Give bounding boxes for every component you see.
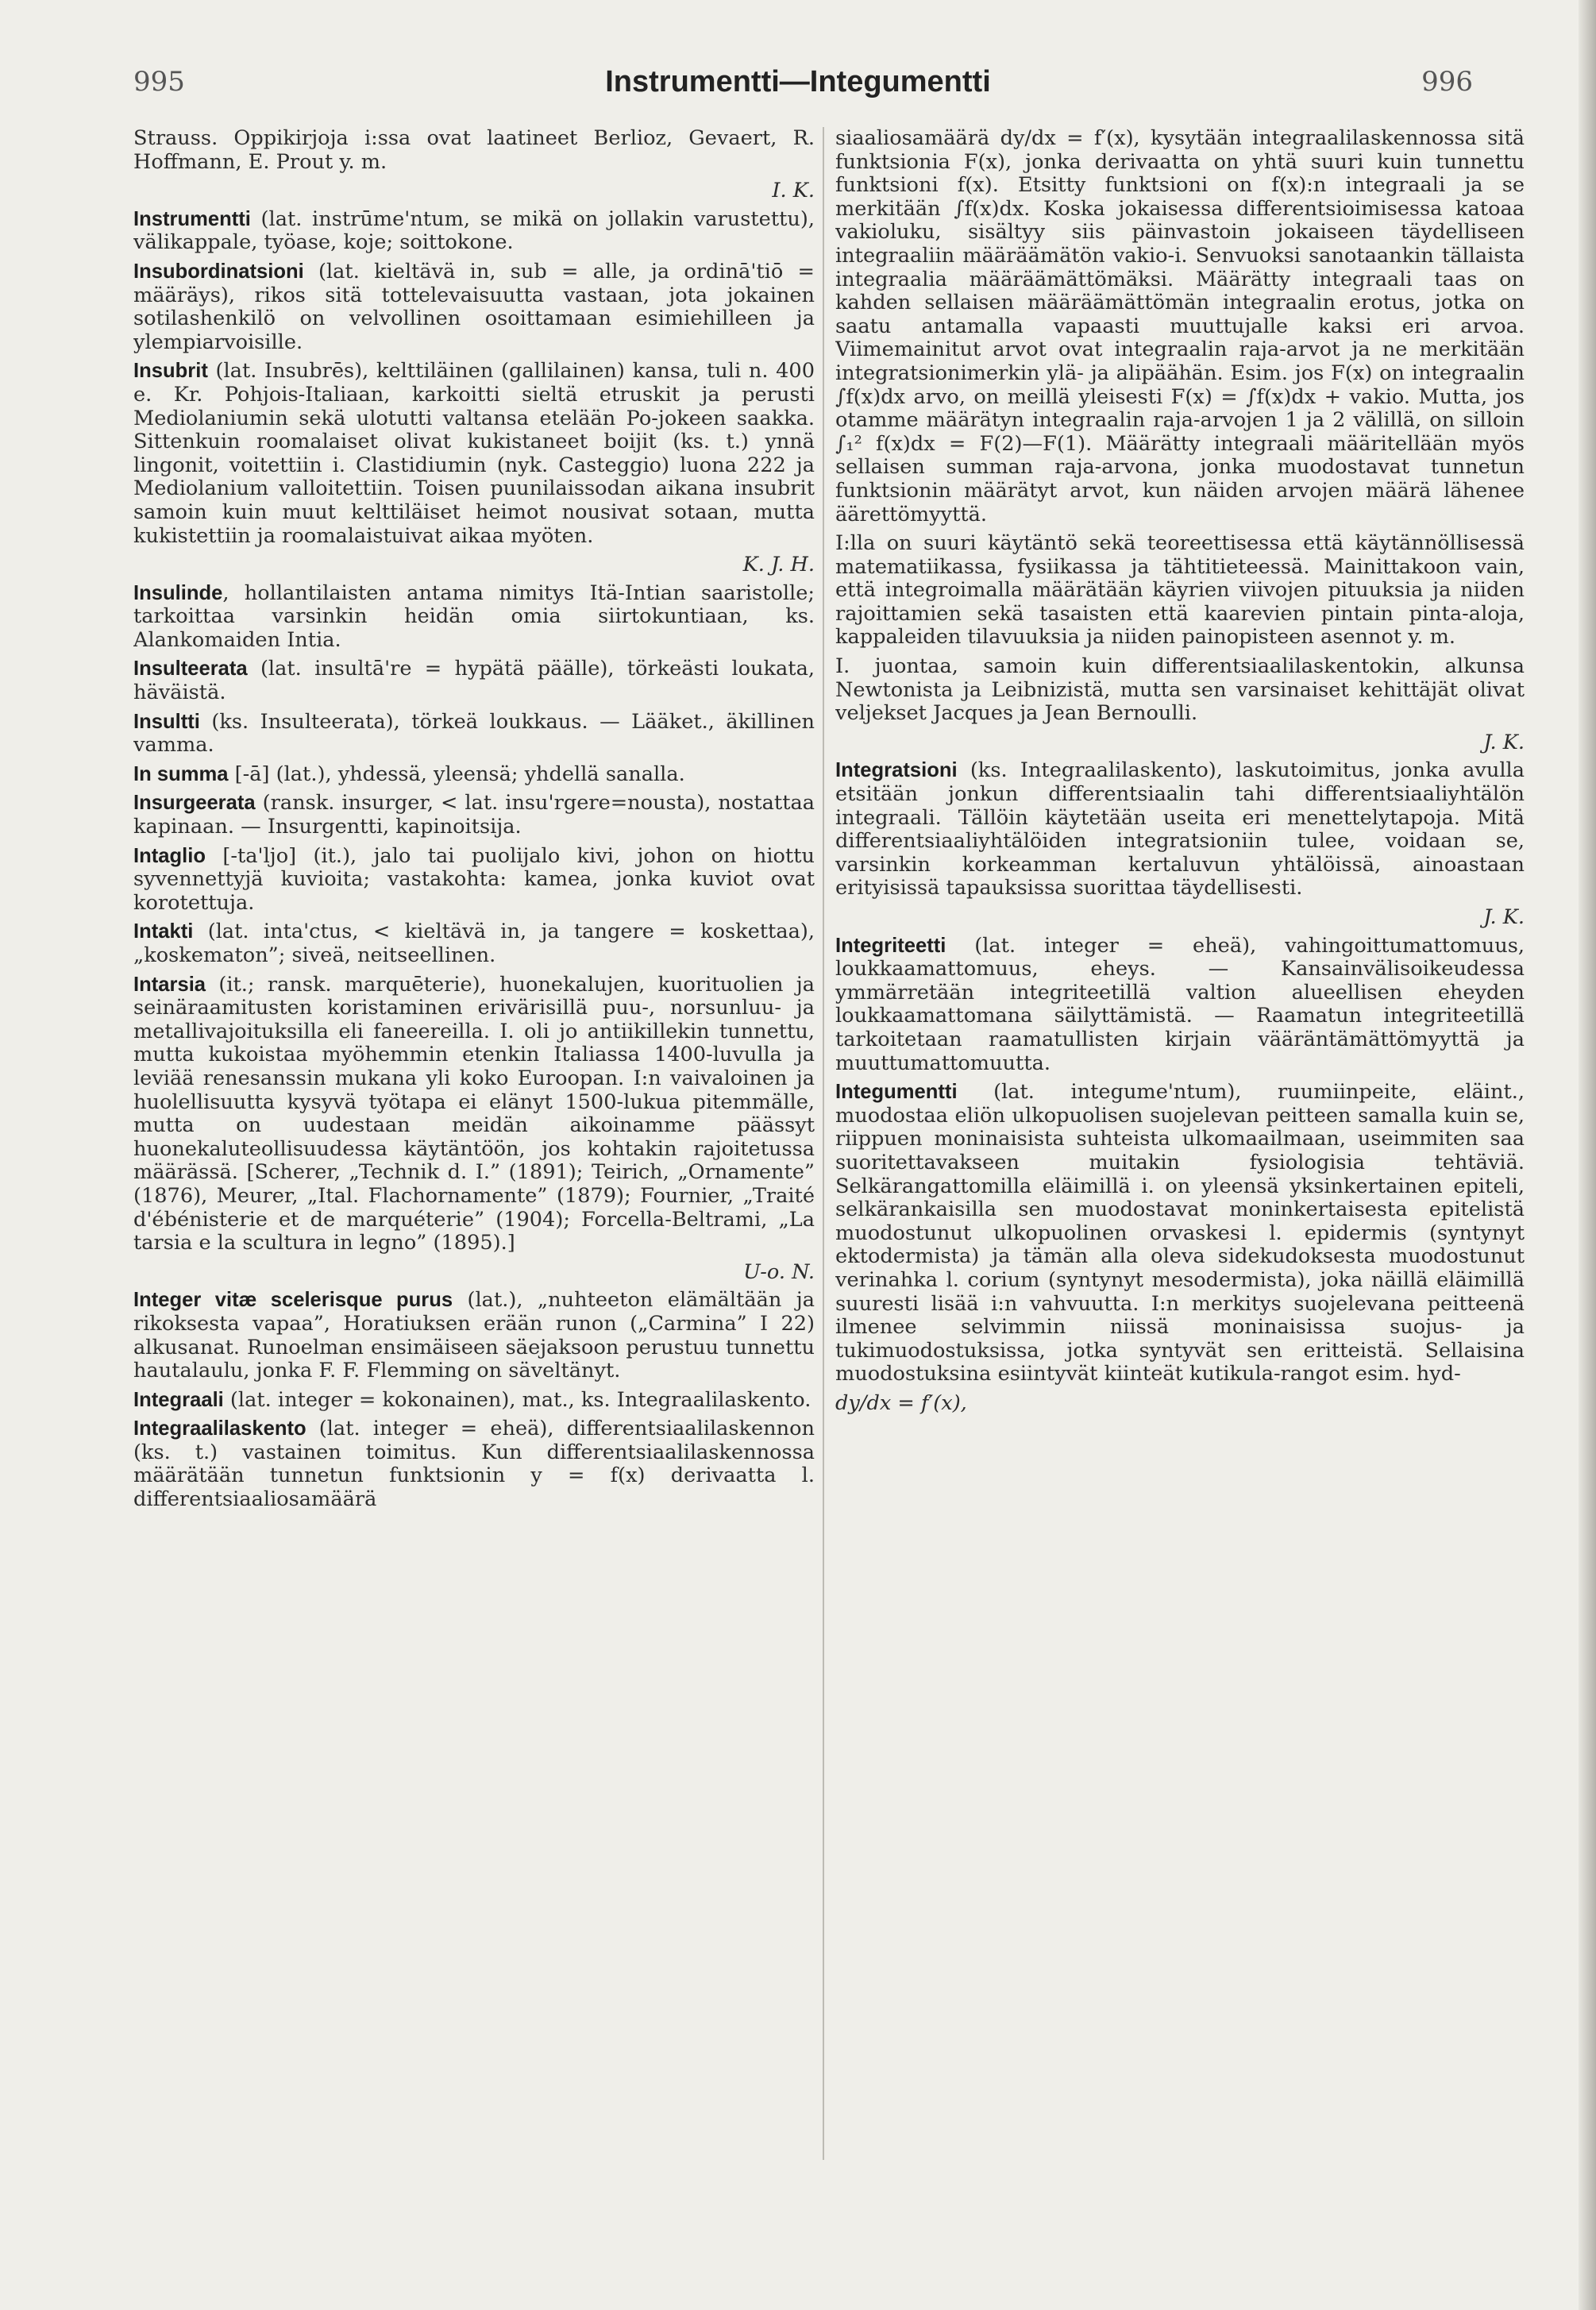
entry-headword: Insultti [133, 710, 200, 733]
entry-headword: Integumentti [835, 1081, 958, 1104]
entry-headword: Instrumentti [133, 207, 251, 230]
entry-headword: Insubrit [133, 360, 208, 383]
entry-paragraph: Instrumentti (lat. instrūme'ntum, se mikä on jollakin varustettu), välikappale, työase, koje; soittokone. [133, 206, 815, 255]
entry-headword: Integriteetti [835, 934, 946, 957]
entry-paragraph: In summa [-ā] (lat.), yhdessä, yleensä; yhdellä sanalla. [133, 762, 685, 786]
entry-headword: Integraali [133, 1388, 224, 1411]
column-divider [823, 127, 824, 2160]
page-header [0, 62, 1596, 102]
integral-paragraph: I:lla on suuri käytäntö sekä teoreettisessa että käytännöllisessä matematiikassa, fysiikassa ja tähtitieteessä. Mainittakoon vain, että integroimalla määrätään käyrien viivojen pituuksia ja niiden rajoittamien sekä tasaisten että kaarevien pintain pinta-aloja, kappaleiden tilavuuksia ja niiden painopisteen asennot y. m. [835, 531, 1525, 650]
entry-paragraph: Insurgeerata (ransk. insurger, < lat. insu'rgere=nousta), nostattaa kapinaan. — Insurgentti, kapinoitsija. [133, 791, 815, 839]
integral-paragraph: I. juontaa, samoin kuin differentsiaalilaskentokin, alkunsa Newtonista ja Leibnizistä, mutta sen varsinaiset kehittäjät olivat veljekset Jacques ja Jean Bernoulli. [835, 654, 1525, 726]
entry-headword: Intakti [133, 920, 194, 943]
entry-paragraph: Integer vitæ scelerisque purus (lat.), „nuhteeton elämältään ja rikoksesta vapaa”, Horatiuksen erään runon („Carmina” I 22) alkusanat. Runoelman ensimäiseen säejaksoon perustuu tunnettu hautalaulu, jonka F. F. Flemming on säveltänyt. [133, 1288, 815, 1383]
entry-paragraph: Integraali (lat. integer = kokonainen), mat., ks. Integraalilaskento. [133, 1387, 811, 1412]
entry-paragraph: Integraalilaskento (lat. integer = eheä), differentsiaalilaskennon (ks. t.) vastainen toimitus. Kun differentsiaalilaskennossa määrätään tunnetun funktsionin y = f(x) derivaatta l. differentsiaaliosamäärä [133, 1417, 815, 1512]
right-column [835, 127, 1525, 2271]
entry-headword: Integraalilaskento [133, 1417, 306, 1440]
left-column [133, 127, 815, 2271]
entry-paragraph: Insulinde, hollantilaisten antama nimitys Itä-Intian saaristolle; tarkoittaa varsinkin heidän omia siirtokuntiaan, ks. Alankomaiden Intia. [133, 580, 815, 652]
entry-headword: Intarsia [133, 973, 206, 996]
entry-paragraph: Insulteerata (lat. insultā're = hypätä päälle), törkeästi loukata, häväistä. [133, 657, 815, 705]
integral-paragraph: siaaliosamäärä dy/dx = f′(x), kysytään integraalilaskennossa sitä funktsionia F(x), jonka derivaatta on yhtä suuri kuin tunnettu funktsioni f(x). Etsitty funktsioni on f(x):n integraali ja se merkitään ∫f(x)dx. Koska jokaisessa differentsioimisessa katoaa vakioluku, sisältyy siis päinvastoin jokaiseen täydelliseen integraaliin määräämätön vakio-i. Senvuoksi sanotaankin tällaista integraalia määräämättömäksi. Määrätty integraali taas on kahden sellaisen määräämättömän integraalin erotus, jotka on saatu antamalla vapaasti muuttujalle kaksi eri arvoa. Viimemainitut arvot ovat integraalin raja-arvot ja ne merkitään integratsionimerkin ylä- ja alipäähän. Esim. jos F(x) on integraalin ∫f(x)dx arvo, on meillä yleisesti F(x) = ∫f(x)dx + vakio. Mutta, jos otamme määrätyn integraalin raja-arvojen 1 ja 2 välillä, on silloin ∫₁² f(x)dx = F(2)—F(1). Määrätty integraali määritellään myös sellaisen summan raja-arvona, jonka muodostavat tunnetun funktsionin määrätyt arvot, kun näiden arvojen määrä lähenee äärettömyyttä. [835, 127, 1525, 526]
entry-paragraph: Integratsioni (ks. Integraalilaskento), laskutoimitus, jonka avulla etsitään jonkun differentsiaalin tahi differentsiaaliyhtälön integraali. Tällöin käytetään useita eri menettelytapoja. Mitä differentsiaaliyhtälöiden integratsioniin tulee, voidaan se, varsinkin korkeamman kertaluvun yhtälöissä, ainoastaan erityisissä tapauksissa suorittaa täydellisesti. [835, 758, 1525, 900]
entry-paragraph: Integumentti (lat. integume'ntum), ruumiinpeite, eläint., muodostaa eliön ulkopuolisen suojelevan peitteen samalla kuin se, riippuen moninaisista suhteista ulkomaailmaan, useimmiten saa suoritettavakseen muitakin fysiologisia tehtäviä. Selkärangattomilla eläimillä i. on yleensä yksinkertainen epiteli, selkärankaisilla sen muodostavat moninkertaisesta epitelistä muodostunut ulkopuolinen orvaskesi l. epidermis (syntynyt ektodermista) ja tämän alla oleva sidekudoksesta muodostunut verinahka l. corium (syntynyt mesodermista), joka näillä eläimillä suuresti lisää i:n vahvuutta. I:n merkitys suojelevana peitteenä ilmenee selvimmin niissä moninaisissa suojus- ja tukimuodostuksissa, jotka syntyvät sen eritteistä. Sellaisina muodostuksina esiintyvät kiinteät kutikula-rangot esim. hyd- [835, 1080, 1525, 1386]
entry-signature: K. J. H. [742, 553, 815, 577]
entry-headword: Insulteerata [133, 658, 248, 681]
entry-paragraph: Intakti (lat. inta'ctus, < kieltävä in, ja tangere = koskettaa), „koskematon”; siveä, neitseellinen. [133, 920, 815, 967]
page-edge [1579, 0, 1596, 2310]
entry-paragraph: Strauss. Oppikirjoja i:ssa ovat laatineet Berlioz, Gevaert, R. Hoffmann, E. Prout y. m. [133, 127, 815, 174]
entry-headword: Integratsioni [835, 759, 958, 782]
entry-paragraph: Intaglio [-ta'ljo] (it.), jalo tai puolijalo kivi, johon on hiottu syvennettyjä kuvioita; vastakohta: kamea, jonka kuviot ovat korotettuja. [133, 843, 815, 915]
entry-paragraph: Insultti (ks. Insulteerata), törkeä loukkaus. — Lääket., äkillinen vamma. [133, 709, 815, 758]
left-page-number: 995 [133, 66, 185, 98]
entry-headword: Intaglio [133, 844, 206, 867]
entry-headword: Insubordinatsioni [133, 260, 304, 283]
entry-signature: J. K. [1483, 905, 1525, 929]
entry-headword: Integer vitæ scelerisque purus [133, 1289, 453, 1312]
right-page-number: 996 [1421, 66, 1473, 98]
running-title: Instrumentti—Integumentti [605, 65, 991, 98]
entry-signature: U-o. N. [743, 1259, 815, 1284]
entry-paragraph: Insubrit (lat. Insubrēs), kelttiläinen (gallilainen) kansa, tuli n. 400 e. Kr. Pohjois-Italiaan, karkoitti sieltä etruskit ja perusti Mediolaniumin sekä ulotutti valtansa etelään Po-jokeen saakka. Sittenkuin roomalaiset olivat kukistaneet boijit (ks. t.) ynnä lingonit, voitettiin i. Clastidiumin (nyk. Casteggio) luona 222 ja Mediolanium valloitettiin. Toisen puunilaissodan aikana insubrit samoin kuin muut kelttiläiset heimot nousivat sotaan, mutta kukistettiin ja roomalaistuivat aikaa myöten. [133, 359, 815, 548]
entry-headword: In summa [133, 762, 229, 785]
entry-paragraph: Intarsia (it.; ransk. marquēterie), huonekalujen, kuorituolien ja seinäraamitusten koristaminen erivärisillä puu-, norsunluu- ja metallivajoituksilla eli faneereilla. I. oli jo antiikillekin tunnettu, mutta kukoistaa myöhemmin etenkin Italiassa 1400-luvulla ja leviää renesanssin mukana yli koko Euroopan. I:n vaivaloinen ja huolellisuutta kysyvä työtapa ei elänyt 1500-lukua pitemmälle, mutta on uudestaan meidän aikoinamme päässyt huonekaluteollisuudessa käytäntöön, jos kohtakin rajoitetussa määrässä. [Scherer, „Technik d. I.” (1891); Teirich, „Ornamente” (1876), Meurer, „Ital. Flachornamente” (1879); Fournier, „Traité d'ébénisterie et de marquéterie” (1904); Forcella-Beltrami, „La tarsia e la scultura in legno” (1895).] [133, 972, 815, 1255]
entry-paragraph: Insubordinatsioni (lat. kieltävä in, sub = alle, ja ordinā'tiō = määräys), rikos sitä tottelevaisuutta vastaan, jota jokainen sotilashenkilö on velvollinen osoittamaan esimiehilleen ja ylempiarvoisille. [133, 259, 815, 354]
entry-signature: I. K. [772, 179, 815, 203]
entry-headword: Insurgeerata [133, 792, 256, 815]
entry-paragraph: Integriteetti (lat. integer = eheä), vahingoittumattomuus, loukkaamattomuus, eheys. — Kansainvälisoikeudessa ymmärretään integriteetillä valtion alueellisen eheyden loukkaamattomana säilyttämistä. — Raamatun integriteetillä tarkoitetaan raamatullisten kirjain vääräntämättömyyttä ja muuttumattomuutta. [835, 933, 1525, 1075]
entry-headword: Insulinde [133, 581, 223, 604]
entry-signature: J. K. [1483, 730, 1525, 754]
derivative-formula: dy/dx = f′(x), [835, 1390, 967, 1415]
